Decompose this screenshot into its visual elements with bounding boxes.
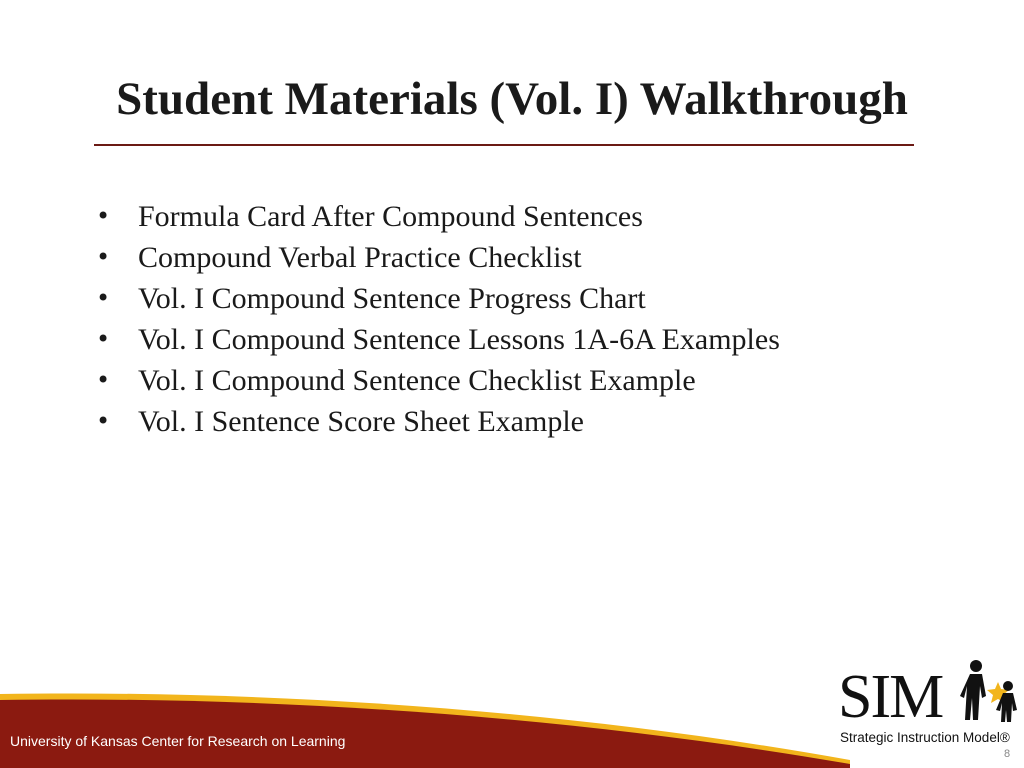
footer-organization: University of Kansas Center for Research on Learning bbox=[10, 733, 346, 749]
bullet-icon: • bbox=[96, 366, 111, 394]
bullet-item bbox=[96, 237, 780, 278]
bullet-item bbox=[96, 319, 780, 360]
logo-wordmark: SIM bbox=[838, 663, 943, 731]
page-number: 8 bbox=[1004, 748, 1011, 760]
bullet-icon: • bbox=[96, 325, 111, 353]
bullet-text: Compound Verbal Practice Checklist bbox=[138, 241, 582, 274]
bullet-text: Vol. I Compound Sentence Checklist Example bbox=[138, 364, 696, 397]
bullet-text: Formula Card After Compound Sentences bbox=[138, 200, 643, 233]
slide-title: Student Materials (Vol. I) Walkthrough bbox=[116, 73, 908, 125]
bullet-text: Vol. I Sentence Score Sheet Example bbox=[138, 405, 584, 438]
title-underline bbox=[94, 144, 914, 146]
people-figures-icon bbox=[958, 656, 1022, 728]
bullet-icon: • bbox=[96, 407, 111, 435]
bullet-item bbox=[96, 360, 780, 401]
bullet-text: Vol. I Compound Sentence Lessons 1A-6A Examples bbox=[138, 323, 780, 356]
bullet-icon: • bbox=[96, 284, 111, 312]
bullet-item bbox=[96, 278, 780, 319]
logo-tagline: Strategic Instruction Model® bbox=[840, 730, 1010, 745]
sim-logo bbox=[832, 656, 1024, 768]
bullet-list bbox=[96, 196, 780, 442]
bullet-text: Vol. I Compound Sentence Progress Chart bbox=[138, 282, 646, 315]
bullet-item bbox=[96, 196, 780, 237]
bullet-icon: • bbox=[96, 202, 111, 230]
bullet-icon: • bbox=[96, 243, 111, 271]
bullet-item bbox=[96, 401, 780, 442]
